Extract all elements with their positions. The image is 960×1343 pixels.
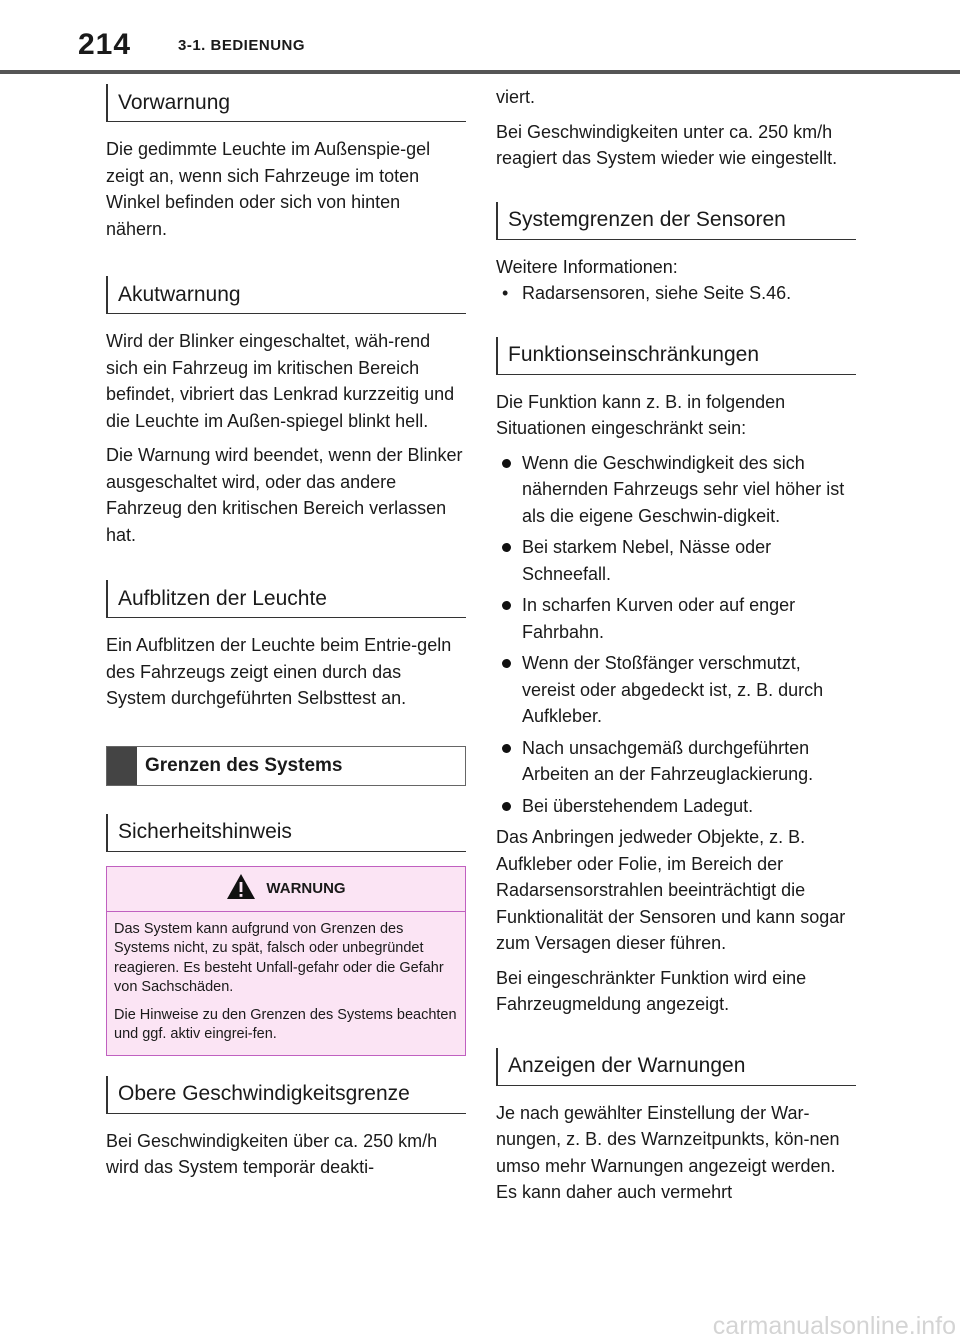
- akutwarnung-text-2: Die Warnung wird beendet, wenn der Blinker ausgeschaltet wird, oder das andere Fahrzeug den kritischen Bereich verlassen hat.: [106, 445, 463, 545]
- page-header: [0, 0, 960, 72]
- list-item: Bei überstehendem Ladegut.: [496, 793, 856, 820]
- chapter-title: 3-1. BEDIENUNG: [178, 37, 306, 54]
- aufblitzen-text: Ein Aufblitzen der Leuchte beim Entrie-geln des Fahrzeugs zeigt einen durch das System durchgeführten Selbsttest an.: [106, 635, 452, 708]
- warning-text-1: Das System kann aufgrund von Grenzen des Systems nicht, zu spät, falsch oder unbegründet reagieren. Es besteht Unfall-gefahr oder die Gefahr von Sachschäden.: [114, 920, 444, 995]
- warning-label: WARNUNG: [266, 880, 346, 897]
- funktion-text-2: Bei eingeschränkter Funktion wird eine Fahrzeugmeldung angezeigt.: [496, 967, 807, 1014]
- warning-text-2: Die Hinweise zu den Grenzen des Systems beachten und ggf. aktiv eingrei-fen.: [114, 1006, 457, 1042]
- warning-triangle-icon: [226, 873, 256, 904]
- list-item: Nach unsachgemäß durchgeführten Arbeiten an der Fahrzeuglackierung.: [496, 735, 856, 788]
- watermark: carmanualsonline.info: [712, 1312, 956, 1340]
- warning-box: [106, 866, 466, 1056]
- page-number: 214: [78, 28, 132, 61]
- heading-aufblitzen: Aufblitzen der Leuchte: [106, 580, 466, 618]
- left-column: [106, 84, 466, 1189]
- continued-text-1: viert.: [496, 87, 536, 107]
- list-item: • Radarsensoren, siehe Seite S.46.: [496, 280, 856, 307]
- funktion-intro: Die Funktion kann z. B. in folgenden Situationen eingeschränkt sein:: [496, 391, 786, 438]
- heading-anzeigen: Anzeigen der Warnungen: [496, 1048, 856, 1086]
- heading-vorwarnung: Vorwarnung: [106, 84, 466, 122]
- akutwarnung-text-1: Wird der Blinker eingeschaltet, wäh-rend sich ein Fahrzeug im kritischen Bereich befindet, vibriert das Lenkrad kurzzeitig und die Leuchte im Außen-spiegel blinkt hell.: [106, 331, 455, 431]
- list-item: Wenn der Stoßfänger verschmutzt, vereist oder abgedeckt ist, z. B. durch Aufkleber.: [496, 650, 856, 730]
- warning-body: [107, 912, 465, 1055]
- list-item: Wenn die Geschwindigkeit des sich nähernden Fahrzeugs sehr viel höher ist als die eigene Geschwin-digkeit.: [496, 450, 856, 530]
- systemgrenzen-list: [496, 280, 856, 307]
- header-rule: [0, 70, 960, 74]
- funktion-text-1: Das Anbringen jedweder Objekte, z. B. Aufkleber oder Folie, im Bereich der Radarsensorstrahlen beeinträchtigt die Funktionalität der Sensoren und kann sogar zum Versagen dieser führen.: [496, 827, 846, 953]
- warning-header: [107, 867, 465, 912]
- list-item: Bei starkem Nebel, Nässe oder Schneefall.: [496, 534, 856, 587]
- list-item: In scharfen Kurven oder auf enger Fahrbahn.: [496, 592, 856, 645]
- vorwarnung-text: Die gedimmte Leuchte im Außenspie-gel zeigt an, wenn sich Fahrzeuge im toten Winkel befinden oder sich von hinten nähern.: [106, 139, 431, 239]
- section-heading-grenzen: [106, 746, 466, 786]
- section-heading-text: Grenzen des Systems: [145, 754, 343, 776]
- anzeigen-text: Je nach gewählter Einstellung der War-nungen, z. B. des Warnzeitpunkts, kön-nen umso mehr Warnungen angezeigt werden. Es kann daher auch vermehrt: [496, 1102, 840, 1202]
- obere-grenze-text: Bei Geschwindigkeiten über ca. 250 km/h wird das System temporär deakti-: [106, 1130, 438, 1177]
- heading-sicherheitshinweis: Sicherheitshinweis: [106, 814, 466, 852]
- heading-systemgrenzen: Systemgrenzen der Sensoren: [496, 202, 856, 240]
- continued-text-2: Bei Geschwindigkeiten unter ca. 250 km/h reagiert das System wieder wie eingestellt.: [496, 121, 838, 168]
- right-column: [496, 84, 856, 1214]
- heading-akutwarnung: Akutwarnung: [106, 276, 466, 314]
- heading-funktionseinschraenkungen: Funktionseinschränkungen: [496, 337, 856, 375]
- heading-obere-grenze: Obere Geschwindigkeitsgrenze: [106, 1076, 466, 1114]
- funktion-list: [496, 450, 856, 820]
- section-heading-bar: [107, 747, 137, 785]
- systemgrenzen-intro: Weitere Informationen:: [496, 256, 678, 277]
